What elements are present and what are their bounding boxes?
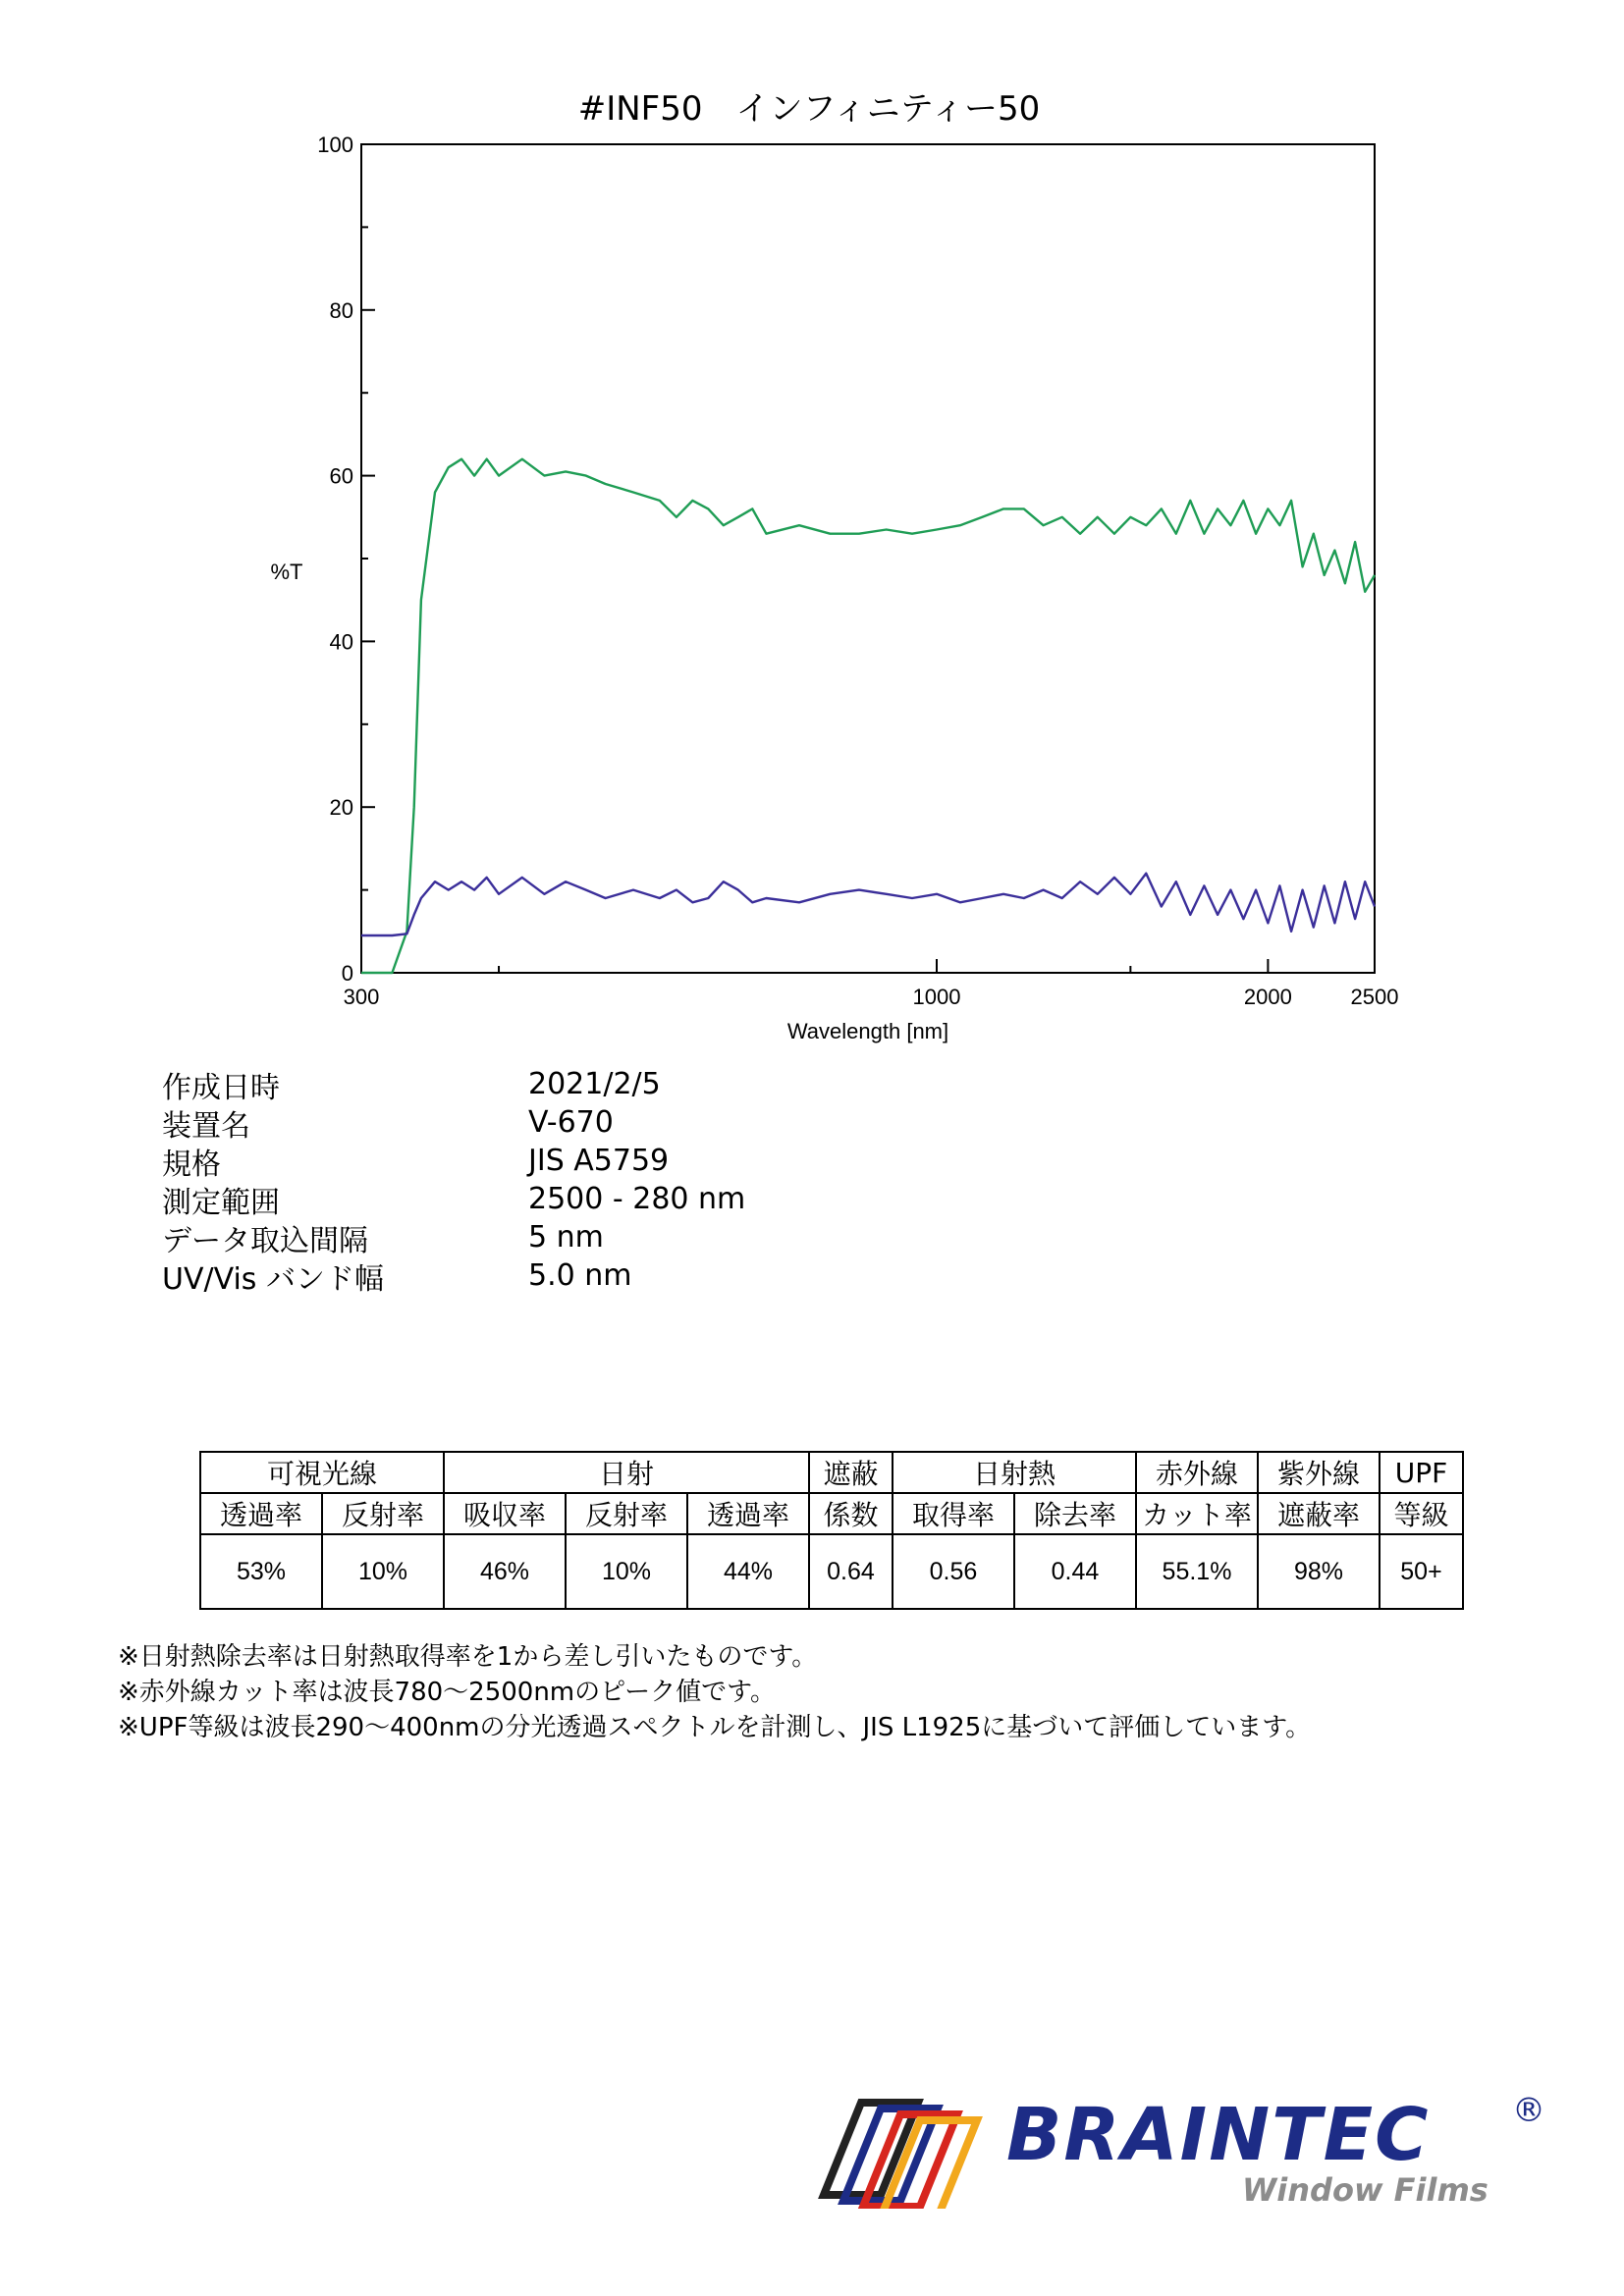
sub-solar-transmittance: 透過率 [687, 1493, 809, 1534]
series-line-reflectance [361, 874, 1375, 935]
value-heat-rejection: 0.44 [1014, 1534, 1136, 1609]
x-axis-label: Wavelength [nm] [786, 1019, 949, 1043]
header-upf-bottom: 等級 [1380, 1493, 1463, 1534]
sub-solar-absorptance: 吸収率 [444, 1493, 566, 1534]
footnote: ※日射熱除去率は日射熱取得率を1から差し引いたものです。 [118, 1642, 818, 1672]
info-row [162, 1180, 745, 1218]
header-visible-light: 可視光線 [200, 1452, 444, 1493]
info-key: 装置名 [162, 1108, 250, 1144]
header-shading-bottom: 係数 [809, 1493, 893, 1534]
header-uv-top: 紫外線 [1258, 1452, 1380, 1493]
sub-vis-reflectance: 反射率 [322, 1493, 444, 1534]
y-axis-label: %T [270, 560, 303, 584]
value-upf: 50+ [1380, 1534, 1463, 1609]
y-tick-label: 80 [329, 297, 353, 323]
header-solar-heat: 日射熱 [893, 1452, 1136, 1493]
info-value: 5.0 nm [528, 1258, 632, 1293]
info-row [162, 1218, 745, 1256]
sub-heat-rejection: 除去率 [1014, 1493, 1136, 1534]
header-ir-top: 赤外線 [1136, 1452, 1258, 1493]
value-solar-transmittance: 44% [687, 1534, 809, 1609]
sub-heat-gain: 取得率 [893, 1493, 1014, 1534]
value-uv-block: 98% [1258, 1534, 1380, 1609]
sub-vis-transmittance: 透過率 [200, 1493, 322, 1534]
value-solar-absorptance: 46% [444, 1534, 566, 1609]
series-layer [361, 459, 1375, 973]
value-vis-transmittance: 53% [200, 1534, 322, 1609]
footnote: ※赤外線カット率は波長780〜2500nmのピーク値です。 [118, 1678, 777, 1707]
braintec-logo [800, 2091, 1546, 2209]
info-row [162, 1142, 745, 1180]
x-tick-label: 300 [343, 985, 380, 1009]
info-row [162, 1065, 745, 1103]
value-ir-cut: 55.1% [1136, 1534, 1258, 1609]
y-tick-label: 100 [317, 133, 353, 157]
header-upf-top: UPF [1380, 1452, 1463, 1493]
footnote: ※UPF等級は波長290〜400nmの分光透過スペクトルを計測し、JIS L1925に基づいて評価しています。 [118, 1713, 1312, 1742]
info-value: JIS A5759 [528, 1144, 670, 1178]
info-value: 5 nm [528, 1220, 604, 1255]
info-key: 測定範囲 [162, 1185, 280, 1220]
info-key: UV/Vis バンド幅 [162, 1261, 384, 1297]
footnotes [118, 1639, 1311, 1745]
x-tick-label: 2500 [1350, 985, 1399, 1009]
brand-name: BRAINTEC [1006, 2093, 1431, 2177]
chart-title: #INF50 インフィニティー50 [577, 89, 1041, 129]
x-tick-label: 1000 [912, 985, 961, 1009]
info-key: データ取込間隔 [162, 1223, 368, 1258]
measurement-info [162, 1065, 745, 1295]
y-tick-label: 0 [341, 961, 353, 986]
info-row [162, 1256, 745, 1295]
y-tick-label: 60 [329, 463, 353, 489]
plot-frame [361, 144, 1375, 973]
logo-frames-icon [800, 2091, 997, 2209]
value-heat-gain: 0.56 [893, 1534, 1014, 1609]
value-shading-coefficient: 0.64 [809, 1534, 893, 1609]
performance-table [199, 1451, 1464, 1610]
y-axis [317, 133, 375, 986]
header-solar: 日射 [444, 1452, 809, 1493]
sub-solar-reflectance: 反射率 [566, 1493, 687, 1534]
value-vis-reflectance: 10% [322, 1534, 444, 1609]
brand-subtitle: Window Films [1242, 2171, 1489, 2209]
value-solar-reflectance: 10% [566, 1534, 687, 1609]
series-line-transmittance [361, 459, 1375, 973]
y-tick-label: 40 [329, 629, 353, 655]
info-key: 規格 [162, 1147, 221, 1182]
header-uv-bottom: 遮蔽率 [1258, 1493, 1380, 1534]
registered-mark: ® [1512, 2091, 1545, 2130]
x-axis [341, 959, 1399, 1009]
x-tick-label: 2000 [1243, 985, 1292, 1009]
header-shading-top: 遮蔽 [809, 1452, 893, 1493]
y-tick-label: 20 [329, 795, 353, 821]
info-value: V-670 [528, 1105, 614, 1140]
info-row [162, 1103, 745, 1142]
info-key: 作成日時 [162, 1070, 280, 1105]
info-value: 2500 - 280 nm [528, 1182, 746, 1216]
header-ir-bottom: カット率 [1136, 1493, 1258, 1534]
spectrum-chart [0, 0, 1624, 1060]
info-value: 2021/2/5 [528, 1067, 661, 1101]
